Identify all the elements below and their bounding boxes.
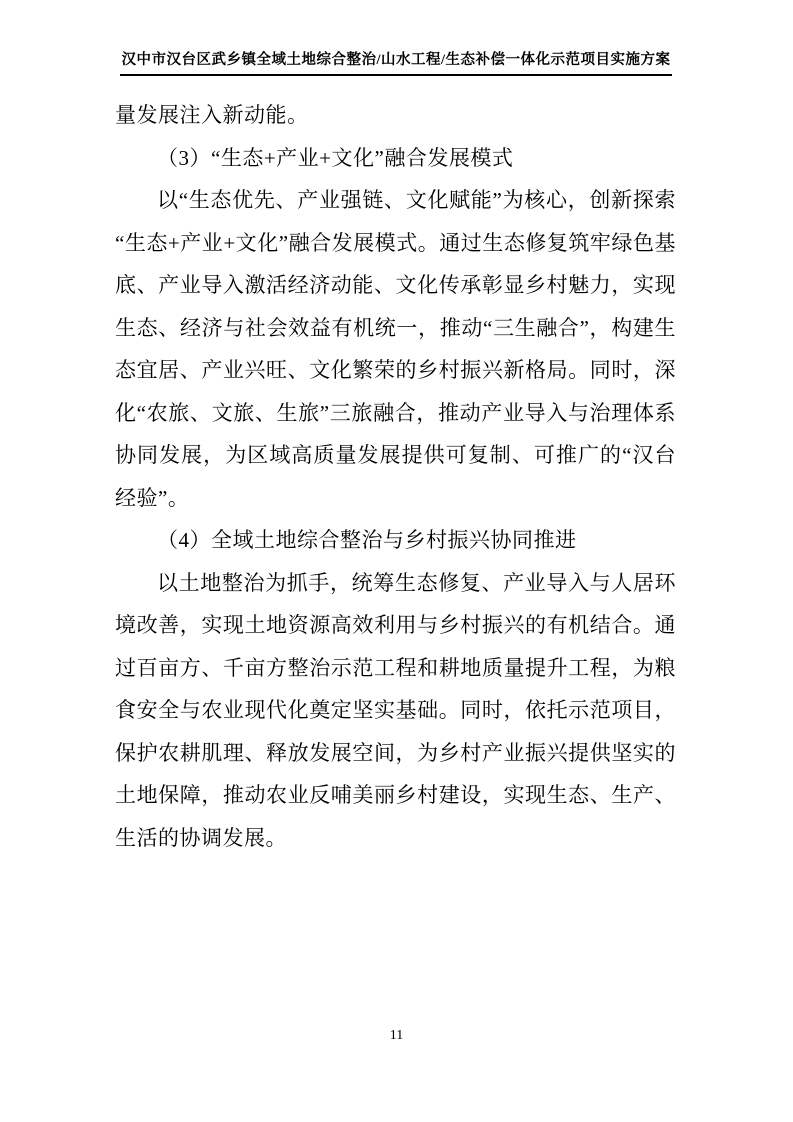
paragraph-section-3: 以“生态优先、产业强链、文化赋能”为核心，创新探索“生态+产业+文化”融合发展模式。通过生态修复筑牢绿色基底、产业导入激活经济动能、文化传承彰显乡村魅力，实现生态、经济与社会效益有机统一，推动“三生融合”，构建生态宜居、产业兴旺、文化繁荣的乡村振兴新格局。同时，深化“农旅、文旅、生旅”三旅融合，推动产业导入与治理体系协同发展，为区域高质量发展提供可复制、可推广的“汉台经验”。: [115, 188, 676, 510]
paragraph-continuation: 量发展注入新动能。: [115, 103, 309, 127]
document-body: [115, 94, 676, 859]
section-heading-4: （4）全域土地综合整治与乡村振兴协同推进: [157, 528, 577, 552]
paragraph-section-4: 以土地整治为抓手，统筹生态修复、产业导入与人居环境改善，实现土地资源高效利用与乡村振兴的有机结合。通过百亩方、千亩方整治示范工程和耕地质量提升工程，为粮食安全与农业现代化奠定坚实基础。同时，依托示范项目，保护农耕肌理、释放发展空间，为乡村产业振兴提供坚实的土地保障，推动农业反哺美丽乡村建设，实现生态、生产、生活的协调发展。: [115, 570, 676, 850]
document-header-title: 汉中市汉台区武乡镇全域土地综合整治/山水工程/生态补偿一体化示范项目实施方案: [120, 50, 672, 76]
page-number: 11: [389, 1028, 404, 1043]
section-heading-3: （3）“生态+产业+文化”融合发展模式: [157, 145, 514, 170]
